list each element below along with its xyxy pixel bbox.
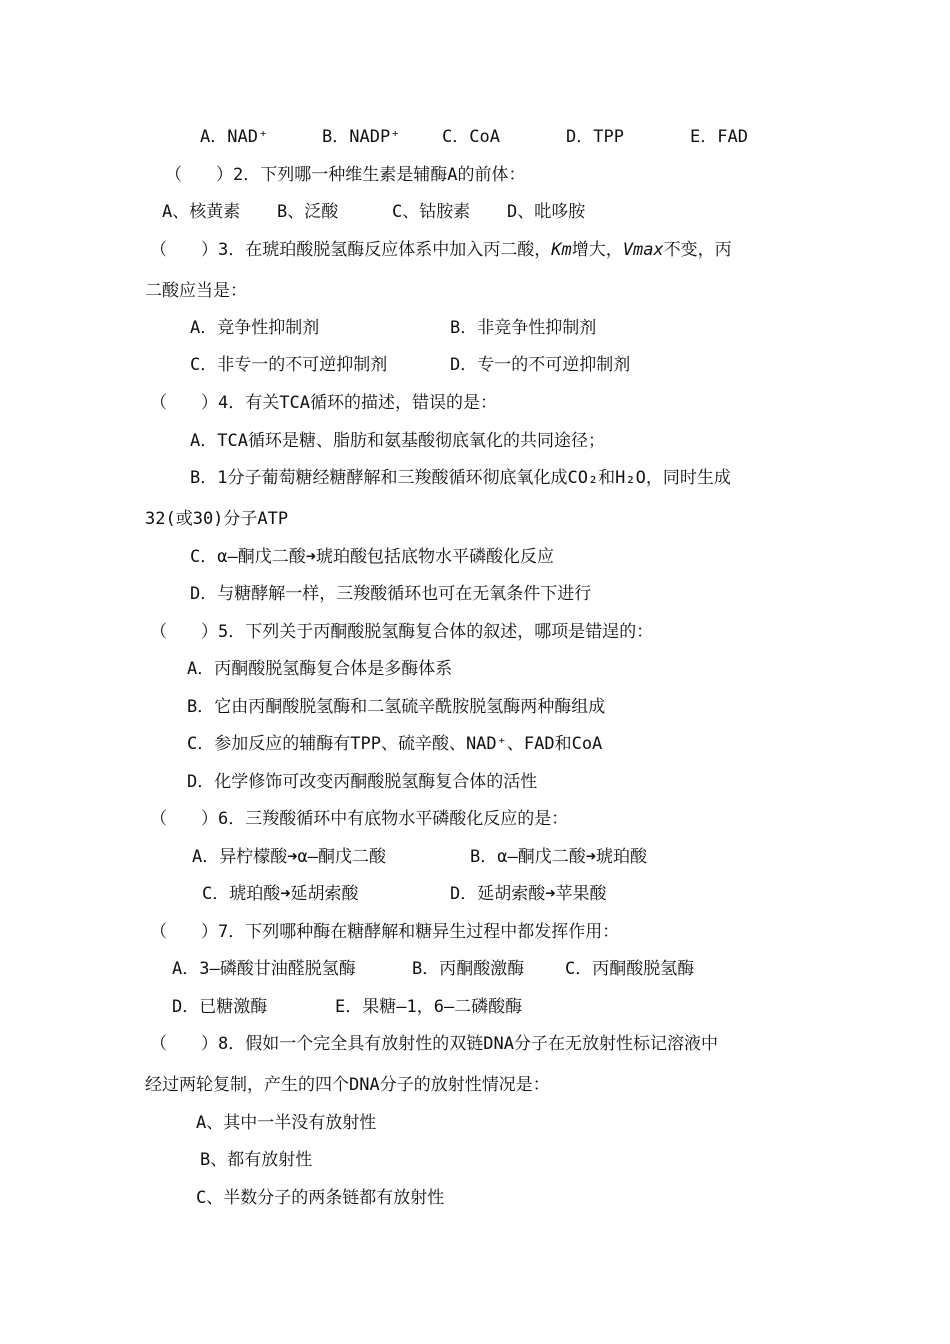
q8-option-a: A、其中一半没有放射性 [196,1113,377,1133]
q7-option-e: E．果糖—1，6—二磷酸酶 [335,997,523,1017]
q1-option-a: A．NAD⁺ [200,127,269,147]
q6-option-a: A．异柠檬酸➜α—酮戊二酸 [192,847,386,867]
q4-option-d: D．与糖酵解一样，三羧酸循环也可在无氧条件下进行 [190,584,592,604]
q6-option-b: B．α—酮戊二酸➜琥珀酸 [470,847,647,867]
q4-option-c: C．α—酮戊二酸➜琥珀酸包括底物水平磷酸化反应 [190,547,554,567]
q5-option-a: A．丙酮酸脱氢酶复合体是多酶体系 [187,659,453,679]
q3-option-c: C．非专一的不可逆抑制剂 [190,355,388,375]
q8-stem-continued: 经过两轮复制，产生的四个DNA分子的放射性情况是： [145,1075,550,1095]
q2-option-d: D、吡哆胺 [507,202,586,222]
q8-option-b: B、都有放射性 [200,1150,313,1170]
q8-stem: （ ）8．假如一个完全具有放射性的双链DNA分子在无放射性标记溶液中 [150,1034,718,1054]
q3-stem-continued: 二酸应当是： [145,281,247,301]
q3-stem-part-c: 不变，丙 [663,240,732,260]
q2-option-c: C、钴胺素 [392,202,471,222]
q3-option-a: A．竞争性抑制剂 [190,318,320,338]
q7-option-a: A．3—磷酸甘油醛脱氢酶 [172,959,356,979]
q5-option-c: C．参加反应的辅酶有TPP、硫辛酸、NAD⁺、FAD和CoA [187,734,603,754]
q3-option-b: B．非竞争性抑制剂 [450,318,597,338]
q7-option-c: C．丙酮酸脱氢酶 [565,959,695,979]
q6-option-d: D．延胡索酸➜苹果酸 [450,884,607,904]
q1-option-d: D．TPP [566,127,624,147]
q3-stem-part-b: 增大， [571,240,623,260]
q2-option-a: A、核黄素 [162,202,241,222]
q7-option-b: B．丙酮酸激酶 [412,959,525,979]
q7-option-d: D．已糖激酶 [172,997,268,1017]
q6-option-c: C．琥珀酸➜延胡索酸 [202,884,359,904]
q3-stem [150,239,732,261]
q8-option-c: C、半数分子的两条链都有放射性 [196,1188,445,1208]
q5-option-b: B．它由丙酮酸脱氢酶和二氢硫辛酰胺脱氢酶两种酶组成 [187,697,606,717]
q1-option-b: B．NADP⁺ [322,127,401,147]
q2-option-b: B、泛酸 [277,202,339,222]
q4-stem: （ ）4．有关TCA循环的描述，错误的是： [150,393,497,413]
q6-stem: （ ）6．三羧酸循环中有底物水平磷酸化反应的是： [150,809,569,829]
q7-stem: （ ）7．下列哪种酶在糖酵解和糖异生过程中都发挥作用： [150,922,620,942]
q2-stem: （ ）2．下列哪一种维生素是辅酶A的前体： [165,165,526,185]
q3-stem-part-a: （ ）3．在琥珀酸脱氢酶反应体系中加入丙二酸， [150,240,552,260]
q4-option-b: B．1分子葡萄糖经糖酵解和三羧酸循环彻底氧化成CO₂和H₂O，同时生成 [190,468,731,488]
q1-option-c: C．CoA [442,127,500,147]
q3-option-d: D．专一的不可逆抑制剂 [450,355,631,375]
q3-km: Km [551,240,572,260]
q4-option-b-continued: 32(或30)分子ATP [145,509,289,529]
q5-option-d: D．化学修饰可改变丙酮酸脱氢酶复合体的活性 [187,772,538,792]
q5-stem: （ ）5．下列关于丙酮酸脱氢酶复合体的叙述，哪项是错逞的： [150,622,654,642]
q3-vmax: Vmax [622,240,664,260]
q4-option-a: A．TCA循环是糖、脂肪和氨基酸彻底氧化的共同途径； [190,431,605,451]
q1-option-e: E．FAD [690,127,748,147]
